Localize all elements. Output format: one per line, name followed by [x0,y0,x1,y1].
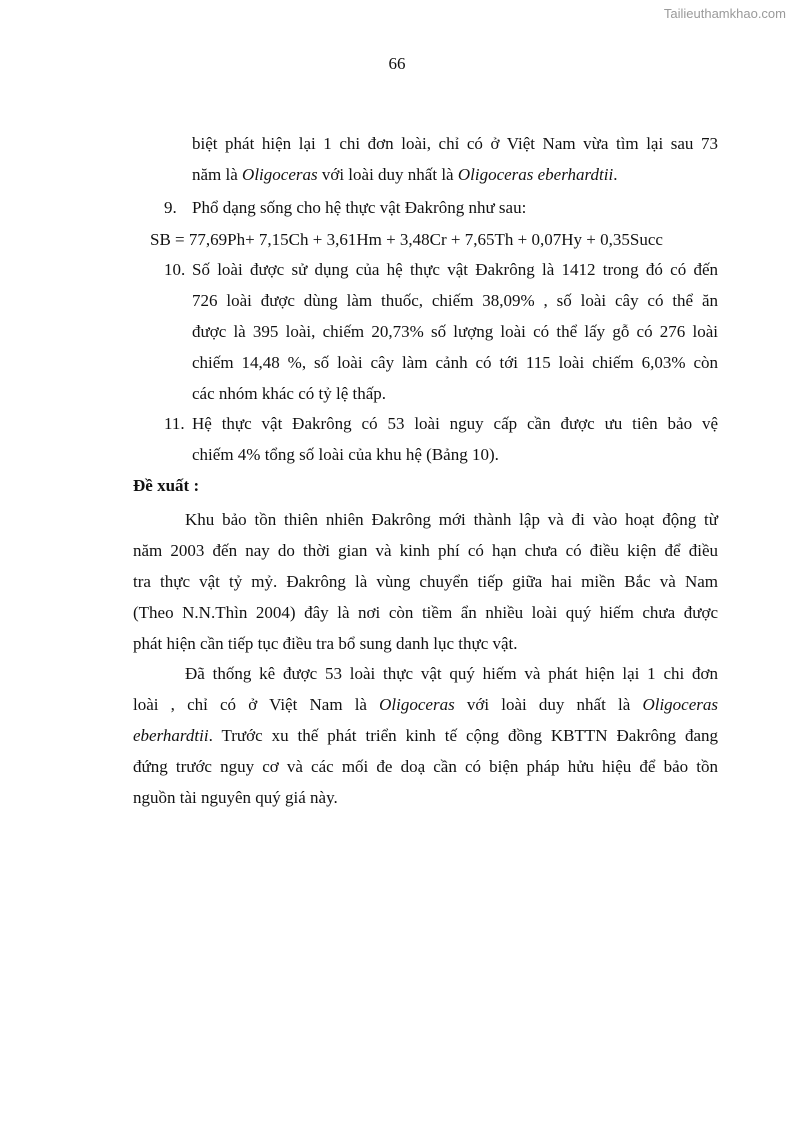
item10-line: chiếm 14,48 %, số loài cây làm cảnh có tới 115 loài chiếm 6,03% còn [192,353,718,372]
proposal-para1-line: năm 2003 đến nay do thời gian và kinh phí có hạn chưa có điều kiện để điều [133,541,718,560]
proposal-para2-line: đứng trước nguy cơ và các mối đe doạ cần có biện pháp hửu hiệu để bảo tồn [133,757,718,776]
item10-line: 726 loài được dùng làm thuốc, chiếm 38,09% , số loài cây có thể ăn [192,291,718,310]
item9-number: 9. [164,198,177,217]
item9-text: Phổ dạng sống cho hệ thực vật Đakrông như sau: [192,198,527,217]
page-number: 66 [388,54,406,73]
item8-line-2 [192,165,617,185]
item10-line: được là 395 loài, chiếm 20,73% số lượng loài có thể lấy gỗ có 276 loài [192,322,718,341]
proposal-para2-line: Đã thống kê được 53 loài thực vật quý hiếm và phát hiện lại 1 chi đơn [185,664,718,683]
text: với loài duy nhất là [317,165,458,184]
item11-number: 11. [164,414,185,433]
proposal-para1-line: (Theo N.N.Thìn 2004) đây là nơi còn tiềm ẩn nhiều loài quý hiếm chưa được [133,603,718,622]
species-epithet: eberhardtii [133,726,209,745]
genus-name: Oligoceras [642,695,718,714]
life-form-formula: SB = 77,69Ph+ 7,15Ch + 3,61Hm + 3,48Cr + 7,65Th + 0,07Hy + 0,35Succ [150,230,663,249]
item11-line: chiếm 4% tổng số loài của khu hệ (Bảng 10). [192,445,499,464]
text: . Trước xu thế phát triển kinh tế cộng đồng KBTTN Đakrông đang [208,726,718,745]
item10-line: Số loài được sử dụng của hệ thực vật Đakrông là 1412 trong đó có đến [192,260,718,279]
proposal-para1-line: tra thực vật tỷ mỷ. Đakrông là vùng chuyển tiếp giữa hai miền Bắc và Nam [133,572,718,591]
proposal-para2-line [133,695,718,715]
text: với loài duy nhất là [454,695,643,714]
text: . [613,165,618,184]
genus-name: Oligoceras [242,165,318,184]
text: năm là [192,165,243,184]
watermark: Tailieuthamkhao.com [663,6,786,21]
item10-number: 10. [164,260,186,279]
text: loài , chỉ có ở Việt Nam là [133,695,380,714]
proposal-para1-line: Khu bảo tồn thiên nhiên Đakrông mới thành lập và đi vào hoạt động từ [185,510,718,529]
item10-line: các nhóm khác có tỷ lệ thấp. [192,384,387,403]
proposal-para2-line [133,726,718,746]
proposal-para2-line: nguồn tài nguyên quý giá này. [133,788,338,807]
proposal-para1-line: phát hiện cần tiếp tục điều tra bổ sung danh lục thực vật. [133,634,518,653]
item8-line-1: biệt phát hiện lại 1 chi đơn loài, chỉ có ở Việt Nam vừa tìm lại sau 73 [192,134,718,153]
genus-name: Oligoceras [379,695,455,714]
proposal-heading: Đề xuất : [133,476,200,495]
species-name: Oligoceras eberhardtii [457,165,614,184]
item11-line: Hệ thực vật Đakrông có 53 loài nguy cấp cần được ưu tiên bảo vệ [192,414,718,433]
